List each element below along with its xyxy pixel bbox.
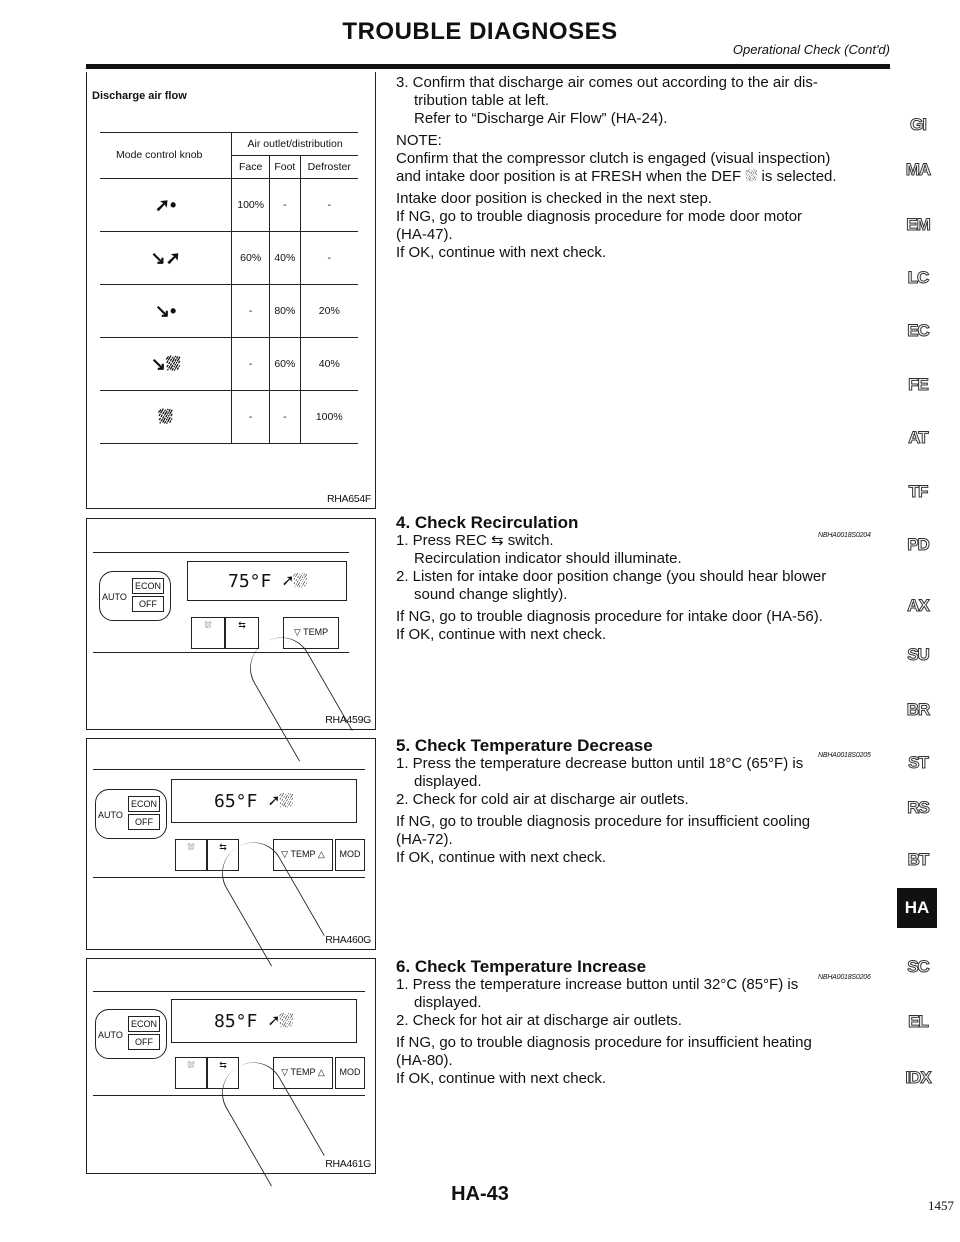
face-value: - bbox=[232, 338, 270, 391]
rec-button: ⇆ bbox=[225, 617, 259, 649]
face-value: - bbox=[232, 285, 270, 338]
index-tab-sc[interactable]: SC bbox=[907, 957, 929, 976]
index-tab-ma[interactable]: MA bbox=[905, 160, 931, 179]
note-label: NOTE: bbox=[396, 132, 442, 149]
page-title: TROUBLE DIAGNOSES bbox=[342, 18, 618, 45]
text-line: sound change slightly). bbox=[414, 586, 568, 603]
text-line: (HA-47). bbox=[396, 226, 453, 243]
index-tab-ec[interactable]: EC bbox=[907, 321, 929, 340]
text-line: If OK, continue with next check. bbox=[396, 626, 607, 643]
defrost-icon: ⛆ bbox=[100, 391, 232, 444]
foot-value: 80% bbox=[270, 285, 300, 338]
index-tab-rs[interactable]: RS bbox=[907, 798, 929, 817]
figure-code: RHA460G bbox=[325, 934, 371, 946]
section-id: NBHA0018S0206 bbox=[818, 974, 871, 981]
corner-page-number: 1457 bbox=[928, 1198, 954, 1213]
table-row bbox=[100, 232, 358, 285]
table-row bbox=[100, 338, 358, 391]
index-tab-st[interactable]: ST bbox=[908, 753, 928, 772]
text-line: Recirculation indicator should illuminate. bbox=[414, 550, 682, 567]
text-line: 1. Press REC ⇆ switch. bbox=[396, 532, 554, 549]
temperature-display: 75°F ➚⛆ bbox=[187, 561, 347, 601]
text-line: Refer to “Discharge Air Flow” (HA-24). bbox=[414, 110, 668, 127]
temperature-display: 65°F ➚⛆ bbox=[171, 779, 357, 823]
figure-code: RHA654F bbox=[326, 493, 371, 505]
text-line: 2. Listen for intake door position change (you should hear blower bbox=[396, 568, 827, 585]
col-foot-header: Foot bbox=[270, 156, 300, 179]
text-line: If OK, continue with next check. bbox=[396, 1070, 607, 1087]
section-heading: 6. Check Temperature Increase bbox=[396, 957, 647, 976]
index-tab-idx[interactable]: IDX bbox=[905, 1068, 931, 1087]
text-line: 1. Press the temperature increase button until 32°C (85°F) is bbox=[396, 976, 799, 993]
table-row bbox=[100, 285, 358, 338]
figure-code: RHA459G bbox=[325, 714, 371, 726]
figure-recirculation bbox=[86, 518, 376, 730]
foot-value: 60% bbox=[270, 338, 300, 391]
section-heading: 5. Check Temperature Decrease bbox=[396, 736, 653, 755]
mode-button: MOD bbox=[335, 1057, 365, 1089]
step3-block bbox=[396, 74, 886, 262]
defrost-button: ⛆ bbox=[175, 839, 207, 871]
airflow-table bbox=[100, 132, 358, 444]
text-line: 2. Check for cold air at discharge air outlets. bbox=[396, 791, 689, 808]
section-id: NBHA0018S0205 bbox=[818, 752, 871, 759]
page-subtitle: Operational Check (Cont'd) bbox=[732, 42, 890, 57]
mode-button: MOD bbox=[335, 839, 365, 871]
figure-temperature-increase bbox=[86, 958, 376, 1174]
col-mode-header: Mode control knob bbox=[100, 133, 232, 179]
figure-temperature-decrease bbox=[86, 738, 376, 950]
page-number: HA-43 bbox=[451, 1183, 509, 1205]
table-row bbox=[100, 391, 358, 444]
def-value: 40% bbox=[300, 338, 358, 391]
text-line: If NG, go to trouble diagnosis procedure for insufficient cooling bbox=[396, 813, 811, 830]
foot-value: 40% bbox=[270, 232, 300, 285]
col-def-header: Defroster bbox=[300, 156, 358, 179]
def-value: - bbox=[300, 232, 358, 285]
header-rule bbox=[86, 64, 890, 69]
defrost-button: ⛆ bbox=[175, 1057, 207, 1089]
index-tab-su[interactable]: SU bbox=[907, 645, 929, 664]
rec-button: ⇆ bbox=[207, 839, 239, 871]
col-face-header: Face bbox=[232, 156, 270, 179]
temperature-display: 85°F ➚⛆ bbox=[171, 999, 357, 1043]
text-line: (HA-80). bbox=[396, 1052, 453, 1069]
index-tab-gi[interactable]: GI bbox=[910, 115, 926, 134]
foot-value: - bbox=[270, 179, 300, 232]
text-line: Intake door position is checked in the next step. bbox=[396, 190, 713, 207]
temp-button: ▽ TEMP △ bbox=[273, 839, 333, 871]
face-value: 60% bbox=[232, 232, 270, 285]
face-value: 100% bbox=[232, 179, 270, 232]
def-value: - bbox=[300, 179, 358, 232]
text-line: (HA-72). bbox=[396, 831, 453, 848]
text-line: 2. Check for hot air at discharge air outlets. bbox=[396, 1012, 682, 1029]
temp-button: ▽ TEMP △ bbox=[273, 1057, 333, 1089]
step5-block bbox=[396, 737, 886, 867]
step4-block bbox=[396, 514, 886, 644]
index-tab-at[interactable]: AT bbox=[908, 428, 928, 447]
text-line: tribution table at left. bbox=[414, 92, 550, 109]
temp-button: ▽ TEMP bbox=[283, 617, 339, 649]
index-tab-fe[interactable]: FE bbox=[908, 375, 928, 394]
bi-level-icon: ↘➚ bbox=[100, 232, 232, 285]
index-tab-lc[interactable]: LC bbox=[907, 268, 929, 287]
def-value: 100% bbox=[300, 391, 358, 444]
foot-value: - bbox=[270, 391, 300, 444]
text-line: If NG, go to trouble diagnosis procedure for insufficient heating bbox=[396, 1034, 812, 1051]
foot-defrost-icon: ↘⛆ bbox=[100, 338, 232, 391]
text-line: 3. Confirm that discharge air comes out according to the air dis- bbox=[396, 74, 818, 91]
auto-button: AUTO ECON OFF bbox=[95, 1009, 167, 1059]
col-group-header: Air outlet/distribution bbox=[232, 133, 358, 156]
text-line: displayed. bbox=[414, 994, 482, 1011]
table-row bbox=[100, 179, 358, 232]
index-tab-em[interactable]: EM bbox=[906, 215, 930, 234]
def-value: 20% bbox=[300, 285, 358, 338]
text-line: If NG, go to trouble diagnosis procedure for mode door motor bbox=[396, 208, 803, 225]
index-tab-ax[interactable]: AX bbox=[907, 596, 929, 615]
text-line: Confirm that the compressor clutch is engaged (visual inspection) bbox=[396, 150, 831, 167]
text-line: If NG, go to trouble diagnosis procedure for intake door (HA-56). bbox=[396, 608, 823, 625]
text-line: 1. Press the temperature decrease button until 18°C (65°F) is bbox=[396, 755, 804, 772]
index-tab-pd[interactable]: PD bbox=[907, 535, 929, 554]
text-line: and intake door position is at FRESH when the DEF ⛆ is selected. bbox=[396, 168, 837, 185]
auto-button: AUTO ECON OFF bbox=[95, 789, 167, 839]
index-tab-tf[interactable]: TF bbox=[908, 482, 928, 501]
face-value: - bbox=[232, 391, 270, 444]
index-tab-ha-active[interactable]: HA bbox=[897, 888, 937, 928]
figure-code: RHA461G bbox=[325, 1158, 371, 1170]
section-id: NBHA0018S0204 bbox=[818, 532, 871, 539]
face-vent-icon: ➚• bbox=[100, 179, 232, 232]
defrost-button: ⛆ bbox=[191, 617, 225, 649]
foot-icon: ↘• bbox=[100, 285, 232, 338]
step6-block bbox=[396, 958, 886, 1088]
index-tab-el[interactable]: EL bbox=[908, 1012, 928, 1031]
text-line: displayed. bbox=[414, 773, 482, 790]
text-line: If OK, continue with next check. bbox=[396, 244, 607, 261]
rec-button: ⇆ bbox=[207, 1057, 239, 1089]
auto-button: AUTO ECON OFF bbox=[99, 571, 171, 621]
index-tab-br[interactable]: BR bbox=[906, 700, 930, 719]
index-tab-bt[interactable]: BT bbox=[907, 850, 929, 869]
table-title: Discharge air flow bbox=[92, 90, 187, 102]
section-heading: 4. Check Recirculation bbox=[396, 513, 579, 532]
text-line: If OK, continue with next check. bbox=[396, 849, 607, 866]
